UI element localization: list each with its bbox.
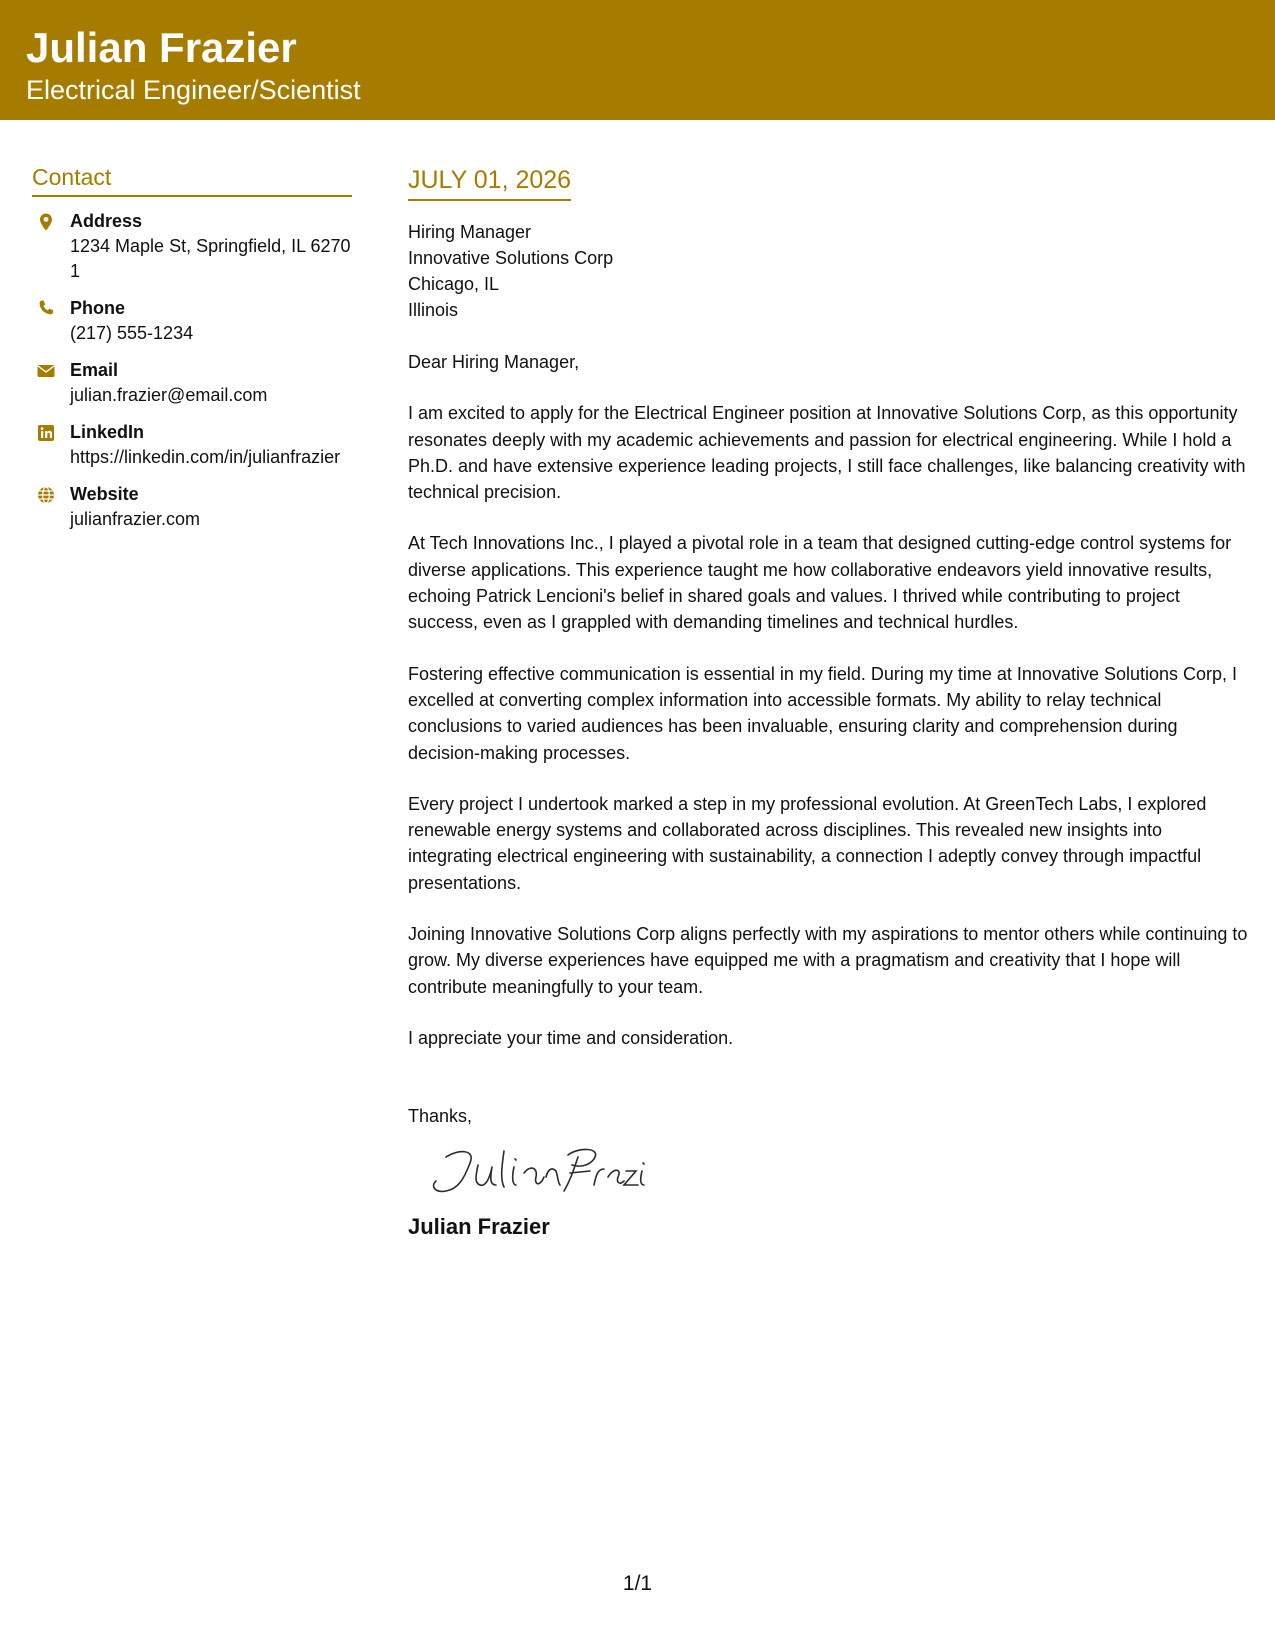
website-value[interactable]: julianfrazier.com bbox=[70, 509, 201, 529]
signed-name: Julian Frazier bbox=[408, 1214, 550, 1240]
contact-address bbox=[32, 209, 352, 284]
phone-value: (217) 555-1234 bbox=[70, 323, 194, 343]
letter-date: JULY 01, 2026 bbox=[408, 163, 571, 201]
letter-content bbox=[408, 349, 1248, 1051]
applicant-name: Julian Frazier bbox=[26, 24, 297, 71]
phone-icon bbox=[36, 299, 56, 319]
contact-list bbox=[32, 209, 352, 532]
recipient-block bbox=[408, 219, 1248, 323]
closing-line: Thanks, bbox=[408, 1106, 473, 1127]
contact-linkedin bbox=[32, 420, 352, 470]
recipient-line: Chicago, IL bbox=[408, 274, 500, 294]
recipient-line: Hiring Manager bbox=[408, 222, 532, 242]
contact-website bbox=[32, 482, 352, 532]
linkedin-value[interactable]: https://linkedin.com/in/julianfrazier bbox=[70, 447, 341, 467]
letter-paragraph: Every project I undertook marked a step in my professional evolution. At GreenTech Labs, I explored renewable energy systems and collaborated across disciplines. This revealed new insights into integrating electrical engineering with sustainability, a connection I adeptly convey through impactful presentations. bbox=[408, 793, 1207, 893]
globe-icon bbox=[36, 485, 56, 505]
contact-phone bbox=[32, 296, 352, 346]
contact-sidebar bbox=[32, 162, 352, 544]
letter-paragraph: Fostering effective communication is essential in my field. During my time at Innovative Solutions Corp, I excelled at converting complex information into accessible formats. My ability to relay technical conclusions to varied audiences has been invaluable, ensuring clarity and comprehension during decision-making processes. bbox=[408, 663, 1238, 763]
contact-email bbox=[32, 358, 352, 408]
email-value[interactable]: julian.frazier@email.com bbox=[70, 385, 268, 405]
letter-paragraph: I appreciate your time and consideration. bbox=[408, 1027, 734, 1048]
linkedin-icon bbox=[36, 423, 56, 443]
contact-label: Phone bbox=[70, 298, 126, 318]
contact-label: LinkedIn bbox=[70, 422, 145, 442]
contact-section-title: Contact bbox=[32, 162, 352, 197]
page-number: 1/1 bbox=[622, 1572, 653, 1595]
address-value: 1234 Maple St, Springfield, IL 62701 bbox=[70, 236, 351, 281]
recipient-line: Innovative Solutions Corp bbox=[408, 248, 614, 268]
handwritten-signature bbox=[418, 1143, 658, 1199]
letter-paragraph: Joining Innovative Solutions Corp aligns perfectly with my aspirations to mentor others while continuing to grow. My diverse experiences have equipped me with a pragmatism and creativity that I hope will contribute meaningfully to your team. bbox=[408, 924, 1248, 997]
letter-body bbox=[408, 163, 1248, 1241]
letter-paragraph: I am excited to apply for the Electrical Engineer position at Innovative Solutions Corp, as this opportunity resonates deeply with my academic achievements and passion for electrical engineering. While I hold a Ph.D. and have extensive experience leading projects, I still face challenges, like balancing creativity with technical precision. bbox=[408, 403, 1246, 503]
envelope-icon bbox=[36, 361, 56, 381]
letter-paragraph: At Tech Innovations Inc., I played a pivotal role in a team that designed cutting-edge control systems for diverse applications. This experience taught me how collaborative endeavors yield innovative results, echoing Patrick Lencioni's belief in shared goals and values. I thrived while contributing to project success, even as I grappled with demanding timelines and technical hurdles. bbox=[408, 533, 1232, 633]
salutation: Dear Hiring Manager, bbox=[408, 352, 580, 372]
header-banner bbox=[0, 0, 1275, 120]
contact-label: Website bbox=[70, 484, 139, 504]
contact-label: Address bbox=[70, 211, 143, 231]
map-pin-icon bbox=[36, 212, 56, 232]
applicant-title: Electrical Engineer/Scientist bbox=[26, 75, 361, 105]
contact-label: Email bbox=[70, 360, 119, 380]
recipient-line: Illinois bbox=[408, 300, 459, 320]
